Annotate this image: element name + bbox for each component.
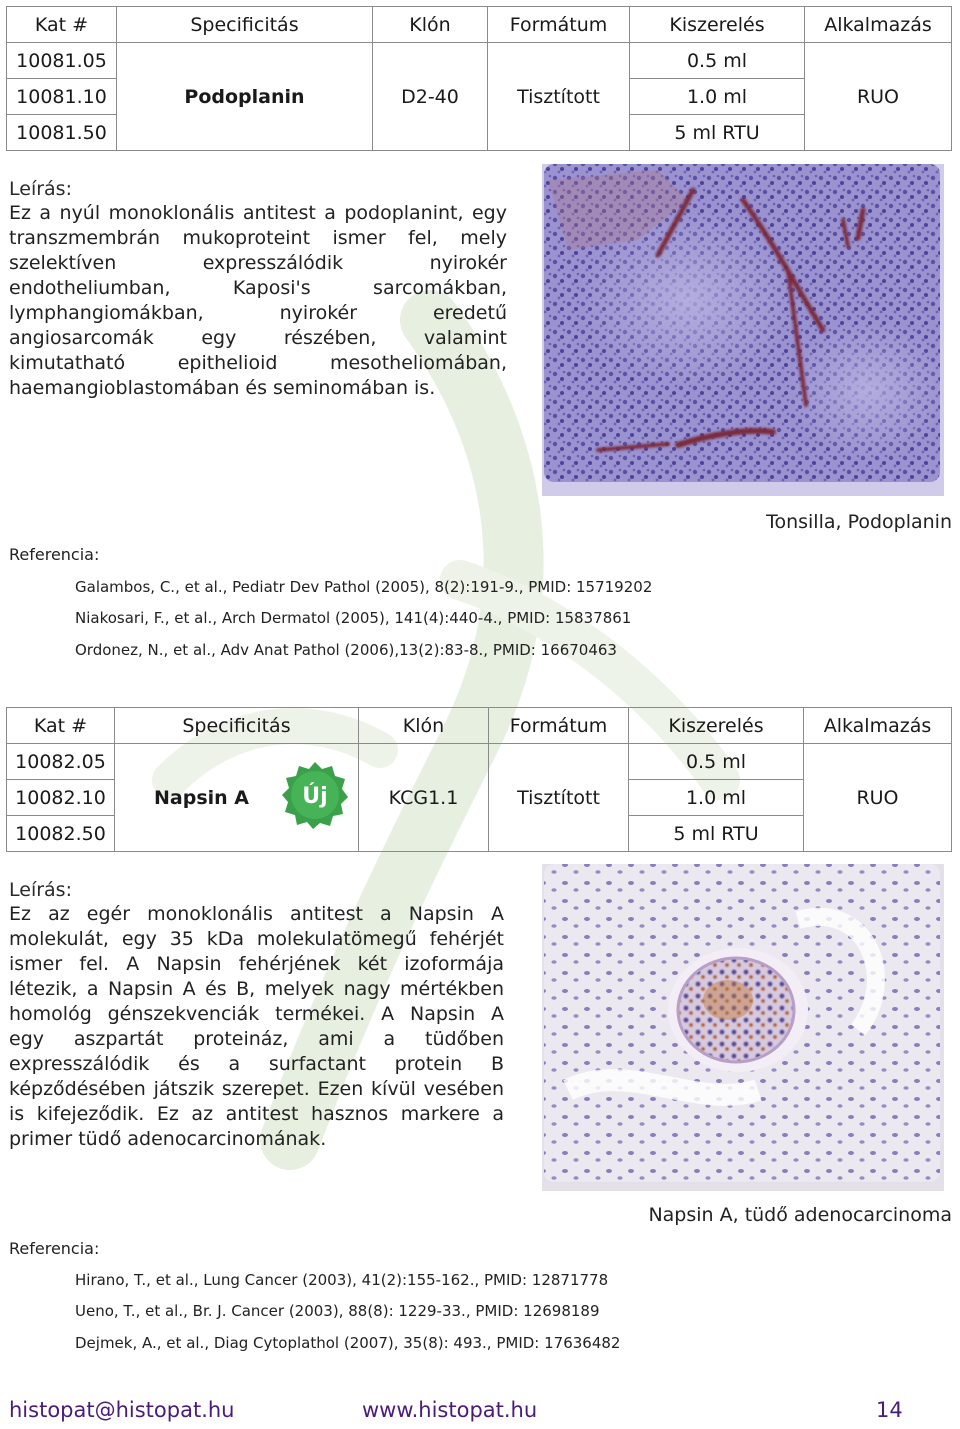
reference-item: Galambos, C., et al., Pediatr Dev Pathol (2005), 8(2):191-9., PMID: 15719202 [75, 578, 653, 596]
reference-item: Hirano, T., et al., Lung Cancer (2003), 41(2):155-162., PMID: 12871778 [75, 1271, 609, 1289]
description-line: képződésében játszik szerepet. Ezen kívül vesében [9, 1078, 504, 1100]
specificity-text: Napsin A [154, 786, 249, 809]
header-clone: Klón [359, 708, 489, 744]
description-line: szelektíven expresszálódik nyirokér [9, 252, 507, 274]
footer-email-link[interactable]: histopat@histopat.hu [9, 1398, 235, 1422]
clone-value: KCG1.1 [359, 780, 489, 816]
table-row [7, 816, 952, 852]
header-cat: Kat # [7, 7, 117, 43]
size-value: 1.0 ml [630, 79, 805, 115]
header-specificity: Specificitás [117, 7, 373, 43]
tonsil-podoplanin-image [538, 160, 948, 500]
lung-adenocarcinoma-napsin-image [538, 860, 948, 1195]
cat-number: 10081.50 [7, 115, 117, 151]
product-table-podoplanin [6, 6, 952, 151]
reference-label: Referencia: [9, 545, 100, 564]
size-value: 0.5 ml [630, 43, 805, 79]
table-header-row [7, 7, 952, 43]
cat-number: 10082.50 [7, 816, 115, 852]
cat-number: 10081.10 [7, 79, 117, 115]
product-table-napsin [6, 707, 952, 852]
description-line: egy aszpartát proteináz, ami a tüdőben [9, 1028, 504, 1050]
application-value: RUO [805, 79, 952, 115]
figure-caption: Tonsilla, Podoplanin [766, 511, 952, 533]
header-size: Kiszerelés [629, 708, 804, 744]
reference-item: Ordonez, N., et al., Adv Anat Pathol (2006),13(2):83-8., PMID: 16670463 [75, 641, 617, 659]
table-row [7, 115, 952, 151]
description-line: ismer fel. A Napsin fehérjének két izoformája [9, 953, 504, 975]
reference-item: Dejmek, A., et al., Diag Cytoplathol (2007), 35(8): 493., PMID: 17636482 [75, 1334, 621, 1352]
header-application: Alkalmazás [804, 708, 952, 744]
application-value: RUO [804, 780, 952, 816]
figure-caption: Napsin A, tüdő adenocarcinoma [648, 1204, 952, 1226]
size-value: 5 ml RTU [629, 816, 804, 852]
format-value: Tisztított [489, 780, 629, 816]
table-header-row [7, 708, 952, 744]
table-row [7, 79, 952, 115]
header-format: Formátum [488, 7, 630, 43]
description-line: létezik, a Napsin A és B, melyek nagy mértékben [9, 978, 504, 1000]
description-line: haemangioblastomában és seminomában is. [9, 377, 436, 399]
cat-number: 10081.05 [7, 43, 117, 79]
reference-item: Ueno, T., et al., Br. J. Cancer (2003), 88(8): 1229-33., PMID: 12698189 [75, 1302, 600, 1320]
description-line: primer tüdő adenocarcinomának. [9, 1128, 327, 1150]
description-line: lymphangiomákban, nyirokér eredetű [9, 302, 507, 324]
header-specificity: Specificitás [115, 708, 359, 744]
specificity-value: Podoplanin [117, 79, 373, 115]
new-badge-label: Új [302, 784, 328, 809]
description-line: Ez a nyúl monoklonális antitest a podoplanint, egy [9, 202, 507, 224]
description-line: angiosarcomák egy részében, valamint [9, 327, 507, 349]
description-line: transzmembrán mukoproteint ismer fel, mely [9, 227, 507, 249]
format-value: Tisztított [488, 79, 630, 115]
description-line: endotheliumban, Kaposi's sarcomákban, [9, 277, 507, 299]
description-text [9, 902, 504, 1152]
header-format: Formátum [489, 708, 629, 744]
description-label: Leírás: [9, 879, 72, 901]
header-cat: Kat # [7, 708, 115, 744]
header-application: Alkalmazás [805, 7, 952, 43]
size-value: 0.5 ml [629, 744, 804, 780]
cat-number: 10082.10 [7, 780, 115, 816]
table-row [7, 744, 952, 780]
header-size: Kiszerelés [630, 7, 805, 43]
clone-value: D2-40 [373, 79, 488, 115]
reference-label: Referencia: [9, 1239, 100, 1258]
page-number: 14 [876, 1398, 903, 1422]
description-line: kimutatható epithelioid mesotheliomában, [9, 352, 507, 374]
description-line: homológ génszekvenciák termékei. A Napsin A [9, 1003, 504, 1025]
reference-item: Niakosari, F., et al., Arch Dermatol (2005), 141(4):440-4., PMID: 15837861 [75, 609, 632, 627]
size-value: 1.0 ml [629, 780, 804, 816]
table-row [7, 780, 952, 816]
description-label: Leírás: [9, 178, 72, 200]
table-row [7, 43, 952, 79]
description-line: molekulát, egy 35 kDa molekulatömegű fehérjét [9, 928, 504, 950]
description-line: expresszálódik és a surfactant protein B [9, 1053, 504, 1075]
description-line: is kifejeződik. Ez az antitest hasznos markere a [9, 1103, 504, 1125]
size-value: 5 ml RTU [630, 115, 805, 151]
cat-number: 10082.05 [7, 744, 115, 780]
header-clone: Klón [373, 7, 488, 43]
footer-website-link[interactable]: www.histopat.hu [362, 1398, 538, 1422]
description-line: Ez az egér monoklonális antitest a Napsin A [9, 903, 504, 925]
description-text [9, 201, 507, 401]
new-badge [280, 760, 350, 830]
